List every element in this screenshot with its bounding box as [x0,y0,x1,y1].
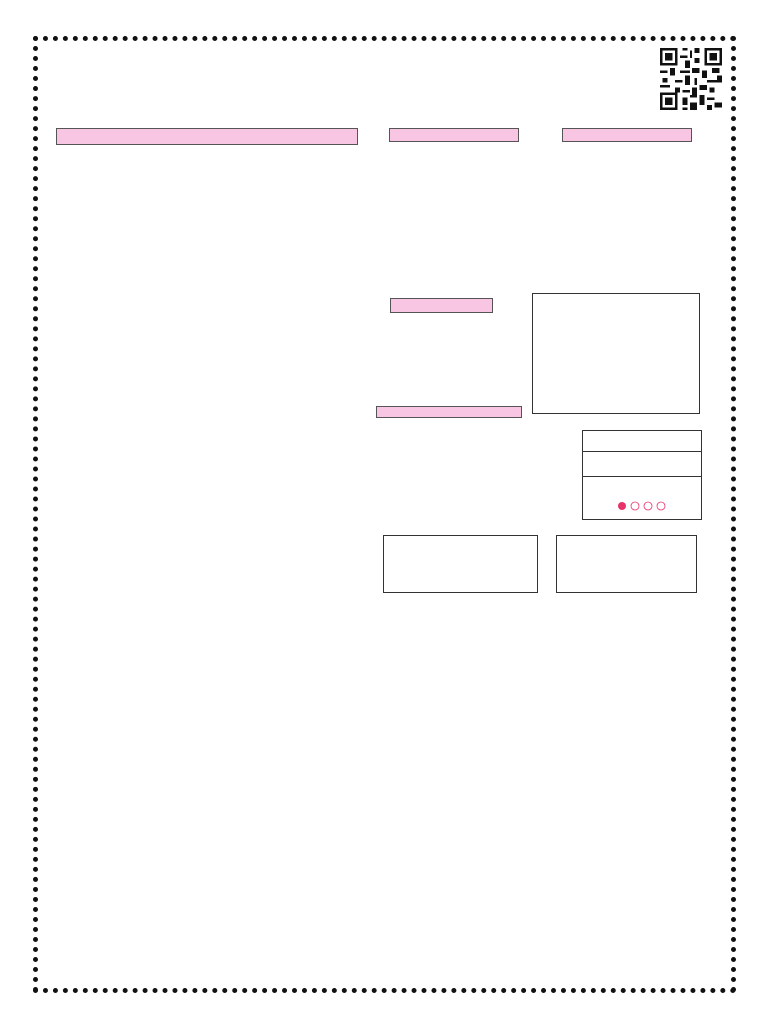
filled-bubble-icon [618,502,626,510]
qr-code-icon[interactable] [660,48,722,110]
empty-bubble-icon [631,502,639,510]
wrong-methods-symbols [583,452,701,477]
correct-methods-title [583,477,701,497]
name-grid [56,128,358,145]
teacher-signature-box[interactable] [556,535,697,593]
student-signature-box[interactable] [383,535,538,593]
methods-box [582,430,702,520]
set-no-header [376,406,522,418]
roll-no-grid [389,128,519,142]
set-no-grid [376,406,522,418]
center-code-header [390,298,493,313]
correct-method-bubbles [583,497,703,519]
date-grid [562,128,692,142]
empty-bubble-icon [657,502,665,510]
empty-bubble-icon [644,502,652,510]
name-header [56,128,358,145]
center-code-grid [390,298,493,313]
wrong-methods-title [583,431,701,452]
roll-no-header [389,128,519,142]
date-header [562,128,692,142]
instructions-box [532,293,700,414]
